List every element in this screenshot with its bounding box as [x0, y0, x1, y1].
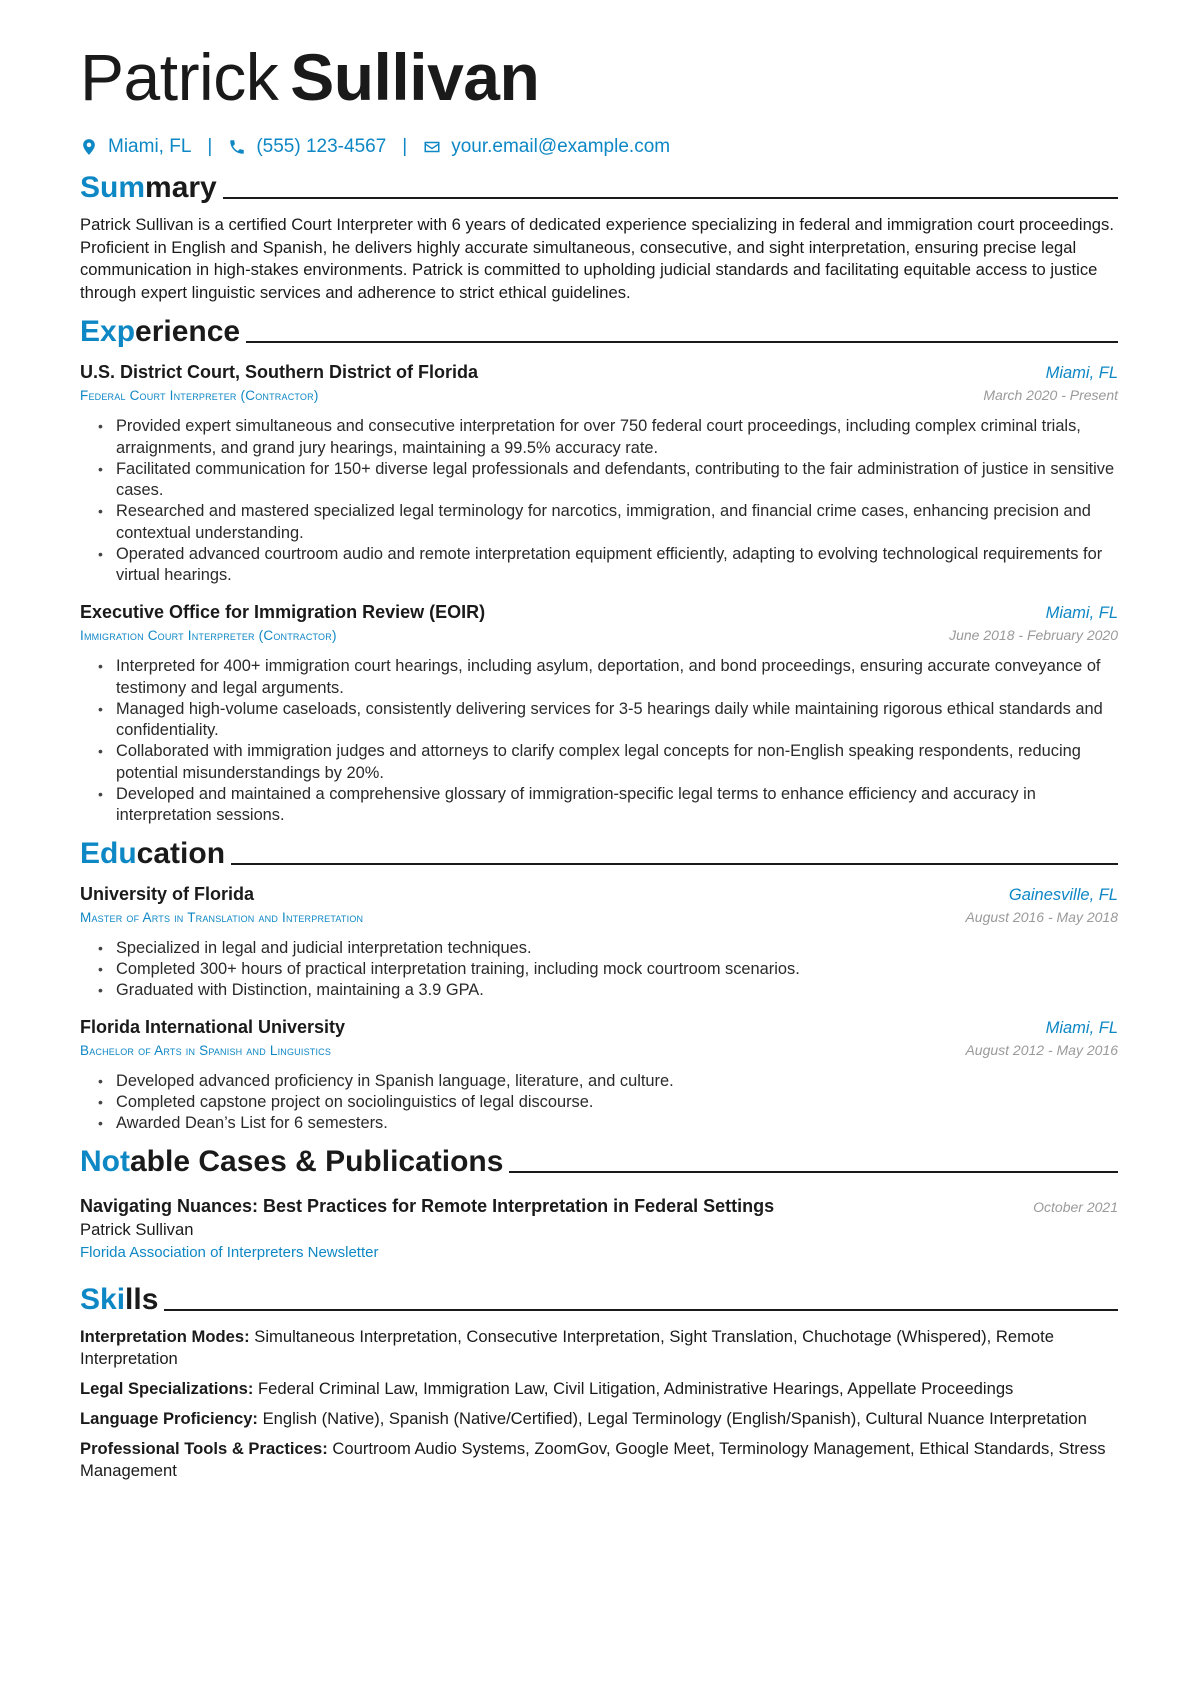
bullet-item: • Operated advanced courtroom audio and remote interpretation equipment efficiently, adapting to evolving technological requirements for virtual hearings.	[116, 544, 1118, 587]
entry-location: Miami, FL	[1045, 1019, 1118, 1037]
publication-venue: Florida Association of Interpreters Newsletter	[80, 1244, 379, 1261]
section-header-skills	[80, 1282, 1118, 1318]
skill-category: Legal Specializations:	[80, 1379, 254, 1398]
section-divider	[246, 341, 1118, 343]
skill-category: Interpretation Modes:	[80, 1327, 250, 1346]
bullet-list	[80, 416, 1118, 587]
publication-author: Patrick Sullivan	[80, 1220, 194, 1239]
section-title: Experience	[80, 315, 241, 348]
bullet-item: • Developed and maintained a comprehensive glossary of immigration-specific legal terms to enhance efficiency and accuracy in interpretation sessions.	[116, 784, 1118, 827]
skill-row	[80, 1326, 1118, 1370]
first-name: Patrick	[80, 40, 279, 114]
contact-location	[80, 136, 191, 158]
skills-list	[80, 1326, 1118, 1482]
bullet-item: • Collaborated with immigration judges and attorneys to clarify complex legal concepts for non-English speaking respondents, reducing potential misunderstandings by 20%.	[116, 741, 1118, 784]
candidate-name	[80, 0, 1118, 114]
entry-date: August 2016 - May 2018	[965, 909, 1118, 925]
skill-category: Language Proficiency:	[80, 1409, 258, 1428]
bullet-item: • Interpreted for 400+ immigration court hearings, including asylum, deportation, and bond proceedings, ensuring accurate conveyance of testimony and legal arguments.	[116, 656, 1118, 699]
employer-name: U.S. District Court, Southern District of Florida	[80, 362, 479, 382]
location-text: Miami, FL	[108, 136, 192, 157]
section-divider	[223, 197, 1118, 199]
job-title: Federal Court Interpreter (Contractor)	[80, 388, 319, 403]
phone-text[interactable]: (555) 123-4567	[256, 136, 387, 157]
skill-values: Courtroom Audio Systems, ZoomGov, Google Meet, Terminology Management, Ethical Standards, Stress Management	[80, 1439, 1106, 1480]
section-title: Education	[80, 837, 226, 870]
section-title: Notable Cases & Publications	[80, 1145, 504, 1178]
publication-date: October 2021	[1033, 1199, 1118, 1215]
contact-separator: |	[402, 136, 408, 157]
education-entry	[80, 1015, 1118, 1135]
school-name: Florida International University	[80, 1017, 346, 1037]
employer-name: Executive Office for Immigration Review (EOIR)	[80, 602, 486, 622]
experience-entry	[80, 360, 1118, 587]
bullet-item: • Awarded Dean’s List for 6 semesters.	[116, 1113, 1118, 1135]
skill-row	[80, 1438, 1118, 1482]
education-entry	[80, 882, 1118, 1002]
job-title: Immigration Court Interpreter (Contractor)	[80, 628, 337, 643]
section-header-summary	[80, 170, 1118, 206]
map-pin-icon	[80, 138, 98, 156]
entry-date: March 2020 - Present	[983, 387, 1118, 403]
email-link[interactable]: your.email@example.com	[451, 136, 671, 157]
bullet-item: • Completed 300+ hours of practical interpretation training, including mock courtroom scenarios.	[116, 959, 1118, 981]
section-title: Summary	[80, 171, 217, 204]
section-divider	[231, 863, 1118, 865]
contact-bar	[80, 134, 1118, 160]
entry-location: Miami, FL	[1045, 604, 1118, 622]
bullet-item: • Completed capstone project on sociolinguistics of legal discourse.	[116, 1092, 1118, 1114]
bullet-list	[80, 656, 1118, 827]
contact-separator: |	[207, 136, 213, 157]
skill-values: Simultaneous Interpretation, Consecutive Interpretation, Sight Translation, Chuchotage (Whispered), Remote Interpretation	[80, 1327, 1054, 1368]
contact-email[interactable]	[423, 136, 670, 158]
section-title: Skills	[80, 1283, 159, 1316]
bullet-item: • Managed high-volume caseloads, consistently delivering services for 3-5 hearings daily while maintaining rigorous ethical standards and confidentiality.	[116, 699, 1118, 742]
section-header-publications	[80, 1144, 1118, 1180]
bullet-item: • Researched and mastered specialized legal terminology for narcotics, immigration, and financial crime cases, enhancing precision and contextual understanding.	[116, 501, 1118, 544]
entry-date: August 2012 - May 2016	[965, 1042, 1118, 1058]
skill-row	[80, 1408, 1118, 1430]
skill-values: Federal Criminal Law, Immigration Law, Civil Litigation, Administrative Hearings, Appellate Proceedings	[257, 1379, 1014, 1398]
entry-location: Miami, FL	[1045, 364, 1118, 382]
section-divider	[164, 1309, 1118, 1311]
entry-date: June 2018 - February 2020	[949, 627, 1118, 643]
experience-list	[80, 360, 1118, 827]
envelope-icon	[423, 138, 441, 156]
skill-row	[80, 1378, 1118, 1400]
bullet-item: • Provided expert simultaneous and consecutive interpretation for over 750 federal court proceedings, including complex criminal trials, arraignments, and grand jury hearings, maintaining a 99.5% accuracy rate.	[116, 416, 1118, 459]
bullet-list	[80, 1071, 1118, 1135]
bullet-item: • Developed advanced proficiency in Spanish language, literature, and culture.	[116, 1071, 1118, 1093]
section-header-education	[80, 836, 1118, 872]
section-header-experience	[80, 314, 1118, 350]
phone-icon	[228, 138, 246, 156]
section-divider	[509, 1171, 1118, 1173]
degree-title: Bachelor of Arts in Spanish and Linguistics	[80, 1043, 332, 1058]
experience-entry	[80, 600, 1118, 827]
summary-text: Patrick Sullivan is a certified Court Interpreter with 6 years of dedicated experience specializing in federal and immigration court proceedings. Proficient in English and Spanish, he delivers highly accurate simultaneous, consecutive, and sight interpretation, ensuring precise legal communication in high-stakes environments. Patrick is committed to upholding judicial standards and facilitating equitable access to justice through expert linguistic services and adherence to strict ethical guidelines.	[80, 215, 1114, 302]
publication-entry	[80, 1194, 1118, 1264]
skill-category: Professional Tools & Practices:	[80, 1439, 328, 1458]
bullet-list	[80, 938, 1118, 1002]
bullet-item: • Facilitated communication for 150+ diverse legal professionals and defendants, contributing to the fair administration of justice in sensitive cases.	[116, 459, 1118, 502]
education-list	[80, 882, 1118, 1135]
skill-values: English (Native), Spanish (Native/Certified), Legal Terminology (English/Spanish), Cultural Nuance Interpretation	[262, 1409, 1087, 1428]
degree-title: Master of Arts in Translation and Interpretation	[80, 910, 364, 925]
bullet-item: • Graduated with Distinction, maintaining a 3.9 GPA.	[116, 980, 1118, 1002]
contact-phone[interactable]	[228, 136, 386, 158]
bullet-item: • Specialized in legal and judicial interpretation techniques.	[116, 938, 1118, 960]
publication-title: Navigating Nuances: Best Practices for Remote Interpretation in Federal Settings	[80, 1196, 775, 1216]
last-name: Sullivan	[290, 40, 540, 114]
entry-location: Gainesville, FL	[1008, 886, 1118, 904]
school-name: University of Florida	[80, 884, 255, 904]
